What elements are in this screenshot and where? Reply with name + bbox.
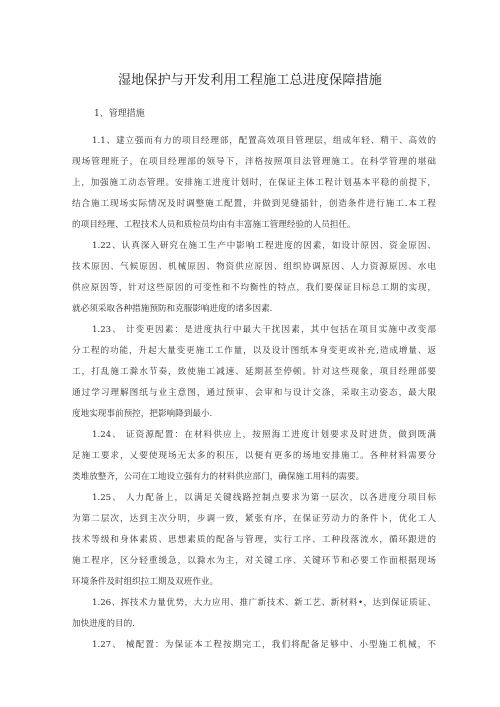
paragraph-1-23 — [72, 320, 436, 425]
paragraph-1-27 — [72, 635, 436, 656]
paragraph-line: 1.26、挥技术力量优势，大力应用、推广新技术、新工艺、新材料•，达到保证质证、 — [92, 598, 436, 608]
paragraph-line: 就必须采取各种措施预防和克服影响进度的诸多因素. — [72, 304, 273, 315]
paragraph-line: 足施工要求，乂要使现场无太多的积压，以便有更多的场地安排施工。各种材料需要分 — [72, 451, 436, 462]
document-title: 湿地保护与开发利用工程施工总进度保障措施 — [117, 73, 382, 88]
paragraph-line: 度地实现事前预控，把影响降到最小. — [72, 409, 213, 420]
paragraph-line: 分工程的功能，升起大量变更施工工作量，以及设计图纸本身变更或补充,造成增量、返 — [72, 346, 436, 357]
paragraph-line: 技术原因、气候原因、机械原因、物资供应原因、组织协调原因、人力资源原因、水电 — [72, 262, 436, 273]
paragraph-line: 结合施工现场实际情况及时调整施工配置，并做到见缝插针，创造条件进行施工.本工程 — [72, 199, 436, 210]
paragraph-line: 上，加强施工动态管理。安排施工进度计划时，在保证主体工程计划基本平稳的前提下， — [72, 178, 436, 189]
paragraph-line: 1.25、 人力配备上，以满足关键线路控制点要求为第一层次，以各进度分项目标 — [92, 493, 436, 503]
paragraph-line: 1.1、建立强而有力的项目经理部，配置高效项目管理层，组成年轻、精干、高效的 — [92, 136, 436, 146]
paragraph-1-25 — [72, 488, 436, 593]
paragraph-line: 的项目经理、工程技术人员和质检员均由有丰富施工管理经验的人员担任。 — [72, 220, 356, 231]
paragraph-line: 为第二层次，达到主次分明，步调一致，紧张有序，在保证劳动力的条件卜，优化工人 — [72, 514, 436, 525]
paragraph-line: 类堆放整齐，公司在工地设立强有力的材料供应部门，确保施工用料的需要。 — [72, 472, 365, 483]
paragraph-1-26 — [72, 593, 436, 635]
paragraph-line: 供应原因等，针对这些原因的可变性和不均衡性的特点，我们要保证目标总工期的实现， — [72, 283, 436, 294]
paragraph-line: 1.23、 计变更因素：是进度执行中最大干扰因素，其中包括在项目实施中改变部 — [92, 325, 436, 335]
paragraph-1-1 — [72, 131, 436, 236]
section-heading: 1、管理措施 — [94, 109, 145, 119]
paragraph-line: 施工程序，区分轻重缓急，以滁水为主，对关键工序、关键环节和必要工作面根据现场 — [72, 556, 436, 567]
paragraph-line: 加快进度的目的. — [72, 619, 135, 630]
paragraph-line: 环境条件及时组织拉工期及双班作业。 — [72, 577, 219, 588]
paragraph-line: 通过学习理解图纸与业主意图，通过预审、会审和与设计交涤，采取主动姿态，最大限 — [72, 388, 436, 399]
paragraph-line: 工，打乱施工滁水节奏，致使施工减速、延期甚至停顿。针对这些现象，项目经理部要 — [72, 367, 436, 378]
paragraph-line: 1.22、认真深入研究在施工生产中影响工程进度的因素，如设计原因、资金原因、 — [92, 241, 436, 251]
paragraph-line: 1.27、 械配置：为保证本工程按期完工，我们将配备足够中、小型施工机械，不 — [92, 640, 436, 650]
paragraph-line: 技术等级和身体素质、思想素质的配备与管理，实行工序、工种段落流水，循环跟进的 — [72, 535, 436, 546]
paragraph-line: 1.24、 证资源配置：在材料供应上，按照海工进度计划要求及时进货，做到既满 — [92, 430, 436, 440]
paragraph-1-22 — [72, 236, 436, 320]
paragraph-line: 现场管理班子，在项目经理部的领导下，泮格按照项目法管理施工。在科学管理的堪础 — [72, 157, 436, 168]
paragraph-1-24 — [72, 425, 436, 488]
